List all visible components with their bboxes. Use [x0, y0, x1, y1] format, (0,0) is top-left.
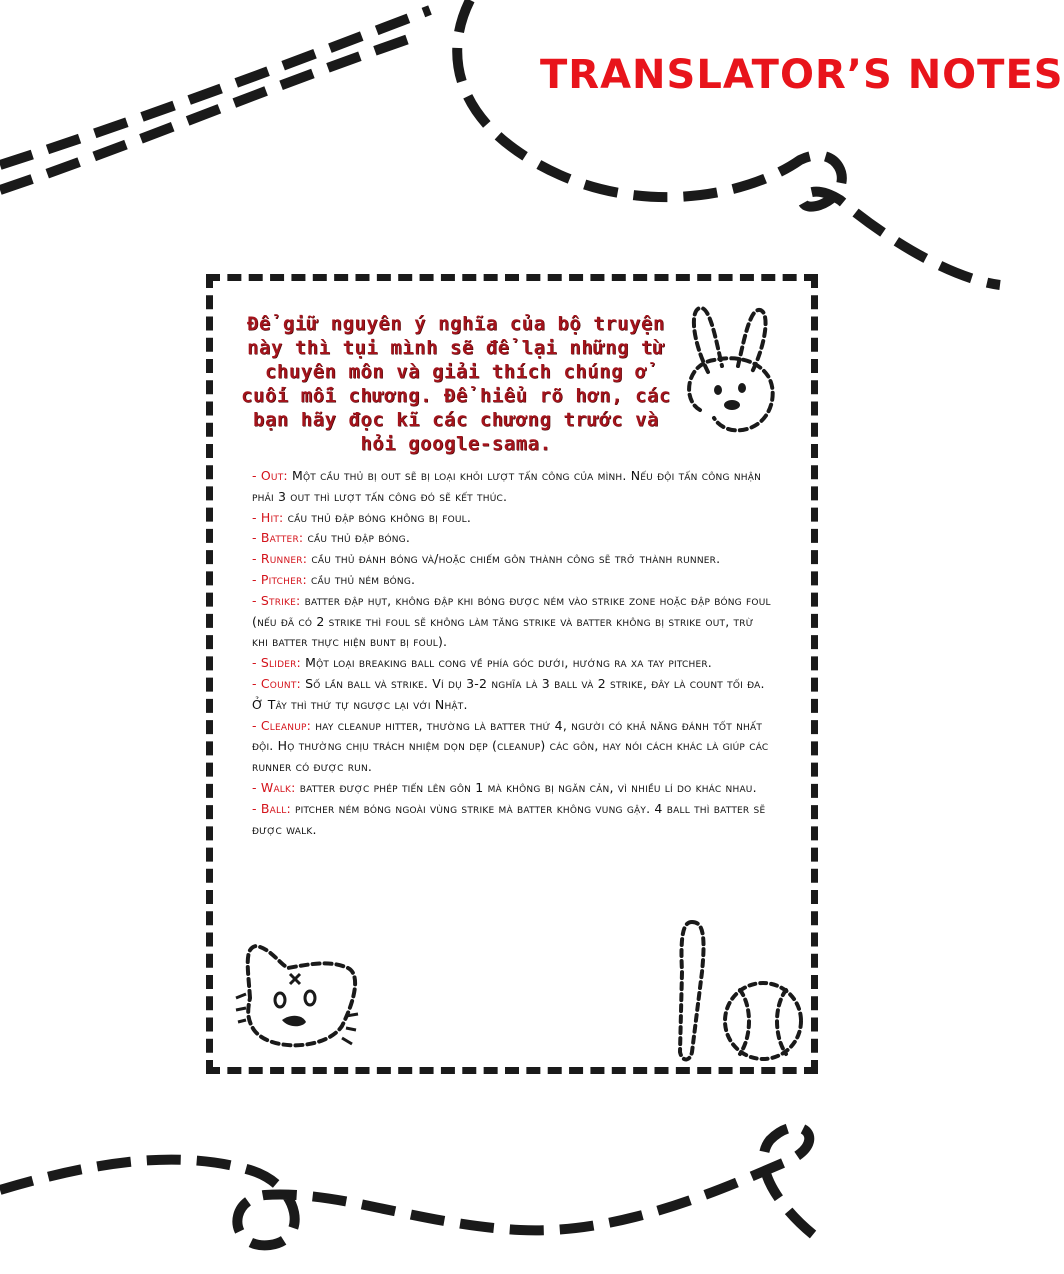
term-definition: Số lần ball và strike. Ví dụ 3-2 nghĩa là 3 ball và 2 strike, đây là count tối đa. Ở Tây thì thứ tự ngược lại với Nhật.: [252, 675, 765, 712]
list-item: [252, 508, 772, 529]
term-definition: hay cleanup hitter, thường là batter thứ 4, người có khả năng đánh tốt nhất đội. Họ thường chịu trách nhiệm dọn dẹp (cleanup) các gôn, hay nói cách khác là giúp các runner có được run.: [252, 717, 769, 775]
list-item: [252, 570, 772, 591]
page-title: TRANSLATOR’S NOTES: [540, 52, 1064, 98]
list-item: [252, 778, 772, 799]
term-name: - Ball:: [252, 800, 291, 816]
list-item: [252, 653, 772, 674]
intro-paragraph: Để giữ nguyên ý nghĩa của bộ truyện này thì tụi mình sẽ để lại những từ chuyên môn và giải thích chúng ở cuối mỗi chương. Để hiểu rõ hơn, các bạn hãy đọc kĩ các chương trước và hỏi google-sama.: [241, 313, 671, 455]
term-definition: cầu thủ ném bóng.: [306, 571, 416, 587]
term-definition: Một loại breaking ball cong về phía góc dưới, hướng ra xa tay pitcher.: [300, 655, 712, 671]
term-definition: batter đập hụt, không đập khi bóng được ném vào strike zone hoặc đập bóng foul (nếu đã có 2 strike thì foul sẽ không làm tăng strike và batter không bị strike out, trừ khi batter thực hiện bunt bị foul).: [252, 592, 771, 650]
term-name: - Pitcher:: [252, 571, 307, 587]
term-name: - Runner:: [252, 551, 308, 567]
term-definition: pitcher ném bóng ngoài vùng strike mà batter không vung gậy. 4 ball thì batter sẽ được walk.: [252, 800, 766, 837]
term-name: - Hit:: [252, 509, 284, 525]
term-name: - Batter:: [252, 530, 304, 546]
cat-doodle-icon: [230, 938, 370, 1058]
list-item: [252, 528, 772, 549]
list-item: [252, 674, 772, 716]
list-item: [252, 466, 772, 508]
term-name: - Count:: [252, 675, 301, 691]
glossary-list: [252, 466, 772, 840]
rabbit-doodle-icon: [680, 300, 780, 440]
baseball-bat-icon: [662, 912, 722, 1072]
term-definition: Một cầu thủ bị out sẽ bị loại khỏi lượt tấn công của mình. Nếu đội tấn công nhận phải 3 out thì lượt tấn công đó sẽ kết thúc.: [252, 468, 762, 504]
term-definition: cầu thủ đánh bóng và/hoặc chiếm gôn thành công sẽ trở thành runner.: [307, 551, 721, 567]
term-name: - Strike:: [252, 592, 301, 608]
term-name: - Slider:: [252, 655, 301, 671]
term-name: - Walk:: [252, 779, 296, 795]
term-definition: batter được phép tiến lên gôn 1 mà không bị ngăn cản, vì nhiều lí do khác nhau.: [295, 779, 757, 795]
term-name: - Out:: [252, 468, 288, 483]
baseball-icon: [718, 976, 808, 1066]
term-name: - Cleanup:: [252, 717, 312, 733]
term-definition: cầu thủ đập bóng không bị foul.: [283, 509, 472, 525]
list-item: [252, 591, 772, 653]
list-item: [252, 799, 772, 841]
list-item: [252, 716, 772, 778]
term-definition: cầu thủ đập bóng.: [303, 530, 411, 546]
list-item: [252, 549, 772, 570]
